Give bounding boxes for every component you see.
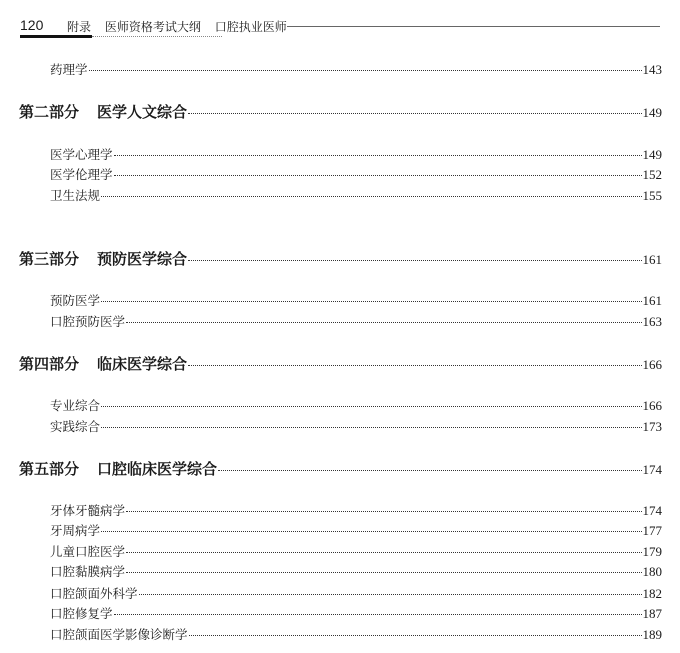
running-header	[20, 17, 660, 35]
toc-entry-title: 预防医学	[50, 293, 101, 308]
toc-page-number: 173	[642, 419, 662, 434]
toc-entry[interactable]	[50, 186, 662, 204]
toc-entry[interactable]	[50, 625, 662, 643]
toc-page-number: 152	[642, 167, 662, 182]
toc-entry-title: 口腔颌面医学影像诊断学	[50, 627, 188, 642]
toc-page-number: 163	[642, 314, 662, 329]
toc-page-number: 182	[642, 586, 662, 601]
leader-dots	[189, 635, 642, 636]
toc-entry-title: 药理学	[50, 62, 88, 77]
toc-part-number: 第五部分	[19, 460, 80, 478]
toc-part-label	[19, 458, 217, 479]
toc-page-number: 155	[642, 188, 662, 203]
toc-part-number: 第二部分	[19, 103, 80, 121]
toc-entry[interactable]	[50, 312, 662, 330]
toc-entry-title: 实践综合	[50, 419, 101, 434]
toc-page-number: 189	[642, 627, 662, 642]
toc-entry[interactable]	[50, 501, 662, 519]
toc-page-number: 143	[642, 62, 662, 77]
toc-part-entry[interactable]	[19, 101, 662, 122]
toc-entry-title: 牙体牙髓病学	[50, 503, 126, 518]
header-title	[67, 18, 297, 35]
leader-dots	[139, 594, 642, 595]
toc-part-entry[interactable]	[19, 353, 662, 374]
toc-page-number: 149	[642, 147, 662, 162]
toc-part-title: 口腔临床医学综合	[97, 460, 218, 478]
toc-entry-title: 口腔颌面外科学	[50, 586, 138, 601]
leader-dots	[89, 70, 642, 71]
toc-part-title: 临床医学综合	[97, 355, 188, 373]
header-page-number: 120	[20, 17, 44, 33]
header-title-syllabus: 医师资格考试大纲	[104, 20, 201, 34]
toc-entry[interactable]	[50, 562, 662, 580]
toc-page-number: 177	[642, 523, 662, 538]
toc-entry-title: 牙周病学	[50, 523, 101, 538]
toc-entry-title: 口腔预防医学	[50, 314, 126, 329]
leader-dots	[126, 511, 641, 512]
toc-entry-title: 医学伦理学	[50, 167, 113, 182]
toc-entry[interactable]	[50, 396, 662, 414]
toc-entry[interactable]	[50, 60, 662, 78]
toc-part-label	[19, 101, 187, 122]
header-underline-dotted	[92, 36, 222, 37]
leader-dots	[101, 301, 641, 302]
leader-dots	[126, 322, 641, 323]
header-title-specialty: 口腔执业医师	[214, 20, 287, 34]
toc-page-number: 179	[642, 544, 662, 559]
leader-dots	[218, 470, 641, 471]
toc-part-label	[19, 248, 187, 269]
leader-dots	[114, 175, 642, 176]
toc-part-entry[interactable]	[19, 458, 662, 479]
leader-dots	[188, 113, 641, 114]
leader-dots	[114, 155, 642, 156]
toc-page-number: 166	[642, 398, 662, 413]
toc-page-number: 161	[642, 293, 662, 308]
toc-page-number: 180	[642, 564, 662, 579]
toc-part-label	[19, 353, 187, 374]
toc-page-number: 149	[642, 105, 662, 120]
leader-dots	[101, 196, 641, 197]
toc-part-title: 医学人文综合	[97, 103, 188, 121]
toc-entry-title: 口腔黏膜病学	[50, 564, 126, 579]
leader-dots	[126, 552, 641, 553]
toc-part-title: 预防医学综合	[97, 250, 188, 268]
toc-page-number: 161	[642, 252, 662, 267]
leader-dots	[188, 365, 641, 366]
leader-dots	[101, 406, 641, 407]
header-rule	[287, 26, 660, 27]
leader-dots	[126, 572, 641, 573]
header-underline	[20, 35, 92, 38]
toc-entry-title: 卫生法规	[50, 188, 101, 203]
toc-entry[interactable]	[50, 584, 662, 602]
toc-part-entry[interactable]	[19, 248, 662, 269]
toc-entry[interactable]	[50, 291, 662, 309]
toc-page-number: 174	[642, 462, 662, 477]
toc-page-number: 187	[642, 606, 662, 621]
leader-dots	[114, 614, 642, 615]
toc-part-number: 第四部分	[19, 355, 80, 373]
toc-entry[interactable]	[50, 165, 662, 183]
toc-entry[interactable]	[50, 542, 662, 560]
toc-page-number: 166	[642, 357, 662, 372]
toc-entry-title: 医学心理学	[50, 147, 113, 162]
toc-entry-title: 专业综合	[50, 398, 101, 413]
toc-entry[interactable]	[50, 521, 662, 539]
leader-dots	[188, 260, 641, 261]
toc-entry[interactable]	[50, 604, 662, 622]
toc-entry[interactable]	[50, 417, 662, 435]
toc-entry-title: 儿童口腔医学	[50, 544, 126, 559]
leader-dots	[101, 427, 641, 428]
header-title-appendix: 附录	[67, 20, 92, 34]
toc-page-number: 174	[642, 503, 662, 518]
toc-entry-title: 口腔修复学	[50, 606, 113, 621]
toc-entry[interactable]	[50, 145, 662, 163]
leader-dots	[101, 531, 641, 532]
toc-part-number: 第三部分	[19, 250, 80, 268]
